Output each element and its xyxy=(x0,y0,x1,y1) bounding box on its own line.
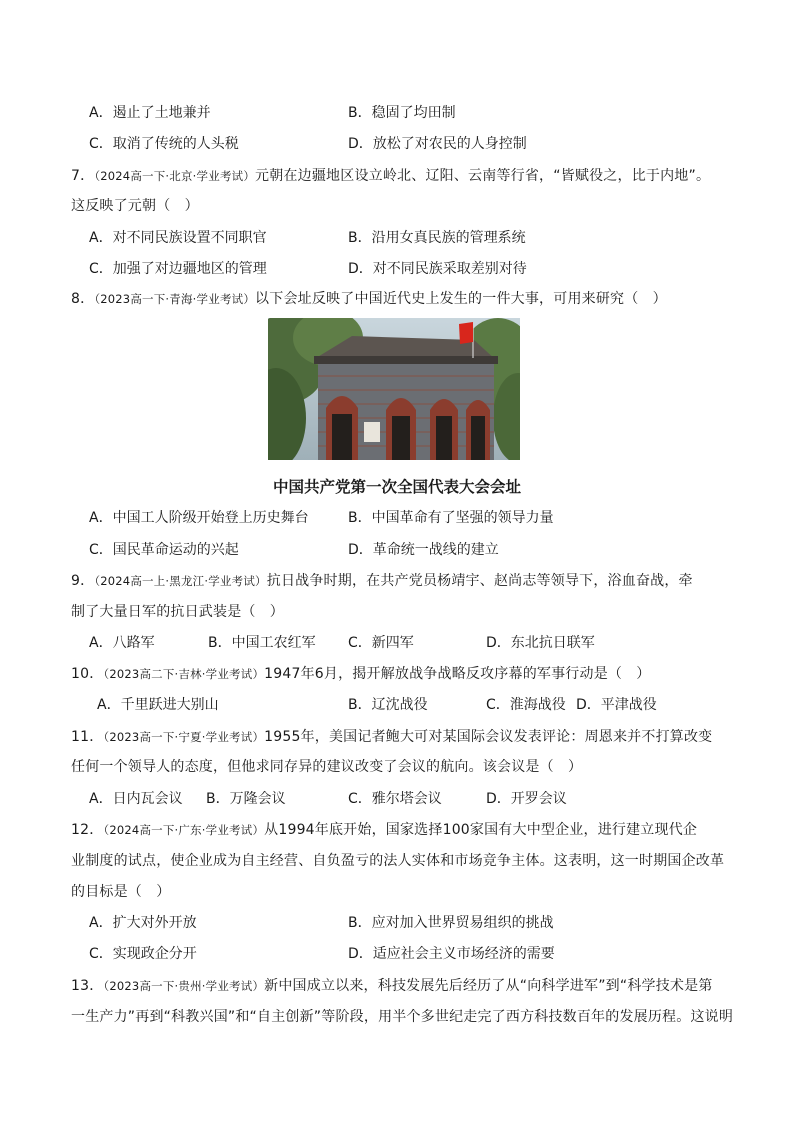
q8-option-b: B．中国革命有了坚强的领导力量 xyxy=(348,510,554,526)
q11-option-b: B．万隆会议 xyxy=(206,791,286,807)
q9-stem-line2: 制了大量日军的抗日武装是（ ） xyxy=(71,604,284,620)
q7-stem-line2: 这反映了元朝（ ） xyxy=(71,198,199,214)
photo-caption: 中国共产党第一次全国代表大会会址 xyxy=(272,478,521,496)
q7-stem-line1 xyxy=(71,166,710,186)
q10-option-d: D．平津战役 xyxy=(576,697,657,713)
q11-text1: 1955年，美国记者鲍大可对某国际会议发表评论：周恩来并不打算改变 xyxy=(264,729,713,745)
congress-site-photo xyxy=(268,318,520,460)
q10-source: （2023高二下·吉林·学业考试） xyxy=(103,667,265,681)
q8-text1: 以下会址反映了中国近代史上发生的一件大事，可用来研究（ ） xyxy=(255,291,667,307)
q8-stem-line1 xyxy=(71,289,667,309)
q11-option-a: A．日内瓦会议 xyxy=(89,791,183,807)
q8-option-a: A．中国工人阶级开始登上历史舞台 xyxy=(89,510,309,526)
q6-option-a: A．遏止了土地兼并 xyxy=(89,105,211,121)
q7-option-d: D．对不同民族采取差别对待 xyxy=(348,261,527,277)
q6-option-d: D．放松了对农民的人身控制 xyxy=(348,136,527,152)
q8-source: （2023高一下·青海·学业考试） xyxy=(94,292,256,306)
q6-option-b: B．稳固了均田制 xyxy=(348,105,456,121)
q9-option-c: C．新四军 xyxy=(348,635,414,651)
q11-number: 11． xyxy=(71,729,104,745)
q12-stem-line2: 业制度的试点，使企业成为自主经营、自负盈亏的法人实体和市场竞争主体。这表明，这一时期国企改革 xyxy=(71,853,725,869)
q13-stem-line1 xyxy=(71,976,713,996)
q10-option-a: A．千里跃进大别山 xyxy=(97,697,219,713)
q7-number: 7． xyxy=(71,168,95,184)
q12-option-d: D．适应社会主义市场经济的需要 xyxy=(348,946,555,962)
q12-number: 12． xyxy=(71,822,104,838)
q6-option-c: C．取消了传统的人头税 xyxy=(89,136,239,152)
q13-source: （2023高一下·贵州·学业考试） xyxy=(103,979,265,993)
q9-text1: 抗日战争时期，在共产党员杨靖宇、赵尚志等领导下，浴血奋战，牵 xyxy=(266,573,693,589)
q10-stem-line1 xyxy=(71,664,651,684)
q7-option-b: B．沿用女真民族的管理系统 xyxy=(348,230,526,246)
q11-stem-line1 xyxy=(71,727,712,747)
q7-option-a: A．对不同民族设置不同职官 xyxy=(89,230,267,246)
q9-option-a: A．八路军 xyxy=(89,635,155,651)
q13-number: 13． xyxy=(71,978,104,994)
q9-option-d: D．东北抗日联军 xyxy=(486,635,595,651)
q12-option-c: C．实现政企分开 xyxy=(89,946,197,962)
q12-option-a: A．扩大对外开放 xyxy=(89,915,197,931)
q12-text1: 从1994年底开始，国家选择100家国有大中型企业，进行建立现代企 xyxy=(264,822,698,838)
q11-option-c: C．雅尔塔会议 xyxy=(348,791,442,807)
q7-source: （2024高一下·北京·学业考试） xyxy=(94,169,256,183)
q9-number: 9． xyxy=(71,573,95,589)
q12-option-b: B．应对加入世界贸易组织的挑战 xyxy=(348,915,554,931)
q8-option-c: C．国民革命运动的兴起 xyxy=(89,542,239,558)
q12-stem-line1 xyxy=(71,820,697,840)
q9-option-b: B．中国工农红军 xyxy=(208,635,316,651)
q8-option-d: D．革命统一战线的建立 xyxy=(348,542,499,558)
q11-option-d: D．开罗会议 xyxy=(486,791,567,807)
q12-stem-line3: 的目标是（ ） xyxy=(71,884,171,900)
q10-number: 10． xyxy=(71,666,104,682)
q7-text1: 元朝在边疆地区设立岭北、辽阳、云南等行省，“皆赋役之，比于内地”。 xyxy=(255,168,711,184)
q7-option-c: C．加强了对边疆地区的管理 xyxy=(89,261,267,277)
q8-number: 8． xyxy=(71,291,95,307)
q13-text1: 新中国成立以来，科技发展先后经历了从“向科学进军”到“科学技术是第 xyxy=(264,978,713,994)
q10-text1: 1947年6月，揭开解放战争战略反攻序幕的军事行动是（ ） xyxy=(264,666,651,682)
q9-stem-line1 xyxy=(71,571,693,591)
q11-stem-line2: 任何一个领导人的态度，但他求同存异的建议改变了会议的航向。该会议是（ ） xyxy=(71,759,583,775)
q12-source: （2024高一下·广东·学业考试） xyxy=(103,823,265,837)
q13-stem-line2: 一生产力”再到“科教兴国”和“自主创新”等阶段，用半个多世纪走完了西方科技数百年的发展历程。这说明 xyxy=(71,1009,734,1025)
q10-option-b: B．辽沈战役 xyxy=(348,697,428,713)
q10-option-c: C．淮海战役 xyxy=(486,697,566,713)
q9-source: （2024高一上·黑龙江·学业考试） xyxy=(94,574,267,588)
q11-source: （2023高一下·宁夏·学业考试） xyxy=(103,730,265,744)
